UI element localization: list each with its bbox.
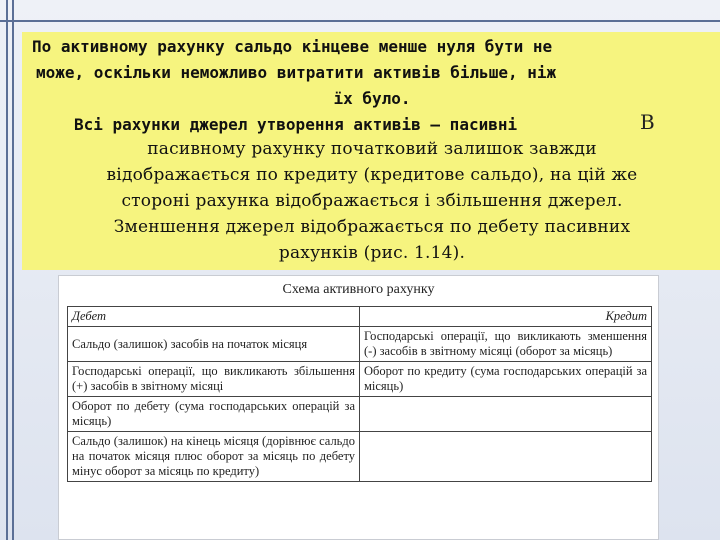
paragraph-line-5: пасивному рахунку початковий залишок завжди bbox=[147, 139, 597, 159]
ledger-table bbox=[67, 306, 652, 482]
table-row bbox=[68, 432, 652, 482]
paragraph-line-3: їх було. bbox=[333, 89, 411, 108]
paragraph-line-9: рахунків (рис. 1.14). bbox=[278, 243, 466, 263]
paragraph-line-4: Всі рахунки джерел утворення активів – пасивні bbox=[74, 115, 518, 134]
credit-header: Кредит bbox=[360, 307, 652, 327]
credit-cell bbox=[360, 397, 652, 432]
debit-cell: Оборот по дебету (сума господарських операцій за місяць) bbox=[68, 397, 360, 432]
frame-line-top bbox=[0, 20, 720, 22]
paragraph-line-1: По активному рахунку сальдо кінцеве менше нуля бути не bbox=[32, 37, 553, 56]
paragraph-line-2: може, оскільки неможливо витратити активів більше, ніж bbox=[36, 63, 557, 82]
credit-cell: Господарські операції, що викликають зменшення (-) засобів в звітному місяці (оборот за місяць) bbox=[360, 327, 652, 362]
scheme-title: Схема активного рахунку bbox=[282, 282, 435, 297]
debit-header: Дебет bbox=[68, 307, 360, 327]
table-row bbox=[68, 397, 652, 432]
ledger-header-row bbox=[68, 307, 652, 327]
credit-cell: Оборот по кредиту (сума господарських операцій за місяць) bbox=[360, 362, 652, 397]
table-row bbox=[68, 327, 652, 362]
frame-line-left-2 bbox=[12, 0, 14, 540]
debit-cell: Сальдо (залишок) засобів на початок місяця bbox=[68, 327, 360, 362]
text-box bbox=[22, 32, 720, 270]
frame-line-left-1 bbox=[6, 0, 8, 540]
paragraph-line-7: стороні рахунка відображається і збільшення джерел. bbox=[121, 191, 623, 211]
overlay-letter: В bbox=[640, 110, 655, 134]
account-scheme-figure bbox=[58, 275, 659, 540]
debit-cell: Сальдо (залишок) на кінець місяця (дорівнює сальдо на початок місяця плюс оборот за місяць по дебету мінус оборот за місяць по кредиту) bbox=[68, 432, 360, 482]
table-row bbox=[68, 362, 652, 397]
credit-cell bbox=[360, 432, 652, 482]
debit-cell: Господарські операції, що викликають збільшення (+) засобів в звітному місяці bbox=[68, 362, 360, 397]
paragraph-line-8: Зменшення джерел відображається по дебету пасивних bbox=[113, 217, 631, 237]
paragraph-line-6: відображається по кредиту (кредитове сальдо), на цій же bbox=[106, 165, 638, 185]
